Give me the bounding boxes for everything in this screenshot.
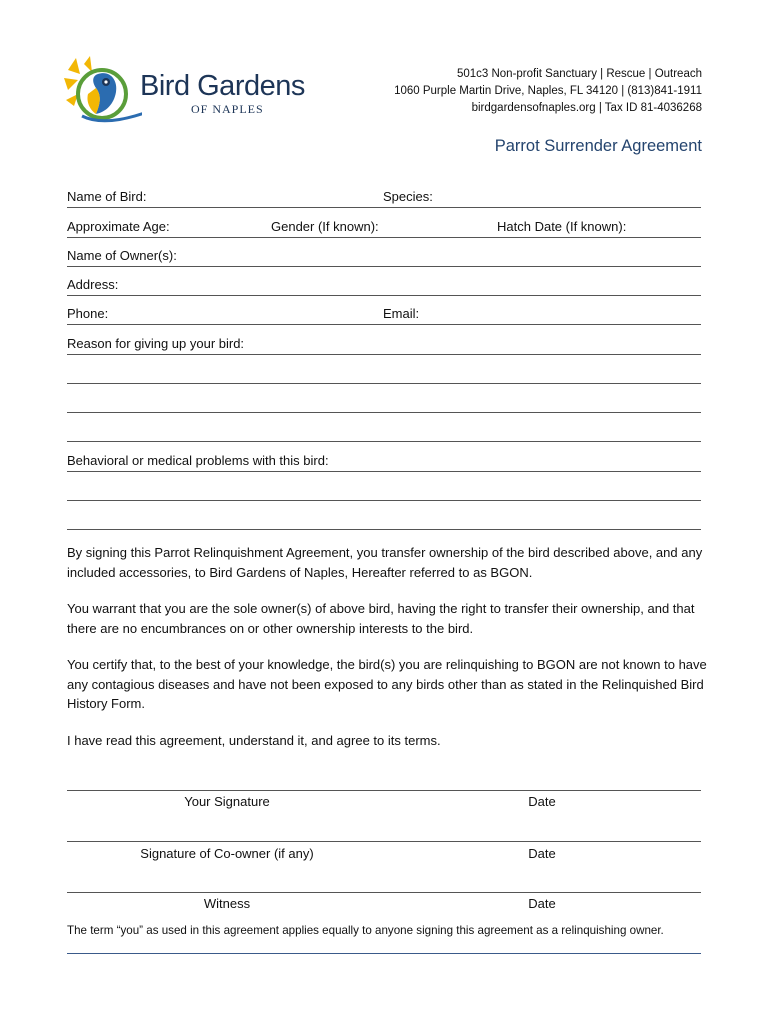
agreement-paragraph-consent: I have read this agreement, understand it, and agree to its terms. [67, 733, 441, 748]
problems-line-2[interactable] [67, 500, 701, 501]
problems-line-3[interactable] [67, 529, 701, 530]
coowner-signature-label: Signature of Co-owner (if any) [140, 846, 314, 861]
reason-line-3[interactable] [67, 412, 701, 413]
signature-date-label: Date [528, 794, 556, 809]
gender-label: Gender (If known): [271, 219, 379, 234]
witness-signature-line[interactable] [67, 892, 701, 893]
name-of-bird-label: Name of Bird: [67, 189, 147, 204]
page-title: Parrot Surrender Agreement [494, 137, 702, 155]
witness-label: Witness [203, 896, 251, 911]
agreement-paragraph-health: You certify that, to the best of your knowledge, the bird(s) you are relinquishing to BGON are not known to have any contagious diseases and have not been exposed to any birds other than as stated in the Relinquished Bird History Form. [67, 657, 707, 711]
agreement-paragraph-warranty: You warrant that you are the sole owner(s) of above bird, having the right to transfer their ownership, and that there are no encumbrances on or other ownership interests to the bird. [67, 601, 695, 636]
owner-name-field[interactable] [67, 266, 701, 267]
parrot-logo-icon [62, 56, 142, 128]
your-signature-label: Your Signature [184, 794, 270, 809]
approximate-age-label: Approximate Age: [67, 219, 170, 234]
owner-name-label: Name of Owner(s): [67, 248, 177, 263]
problems-label: Behavioral or medical problems with this bird: [67, 453, 329, 468]
footnote: The term “you” as used in this agreement applies equally to anyone signing this agreement as a relinquishing owner. [67, 924, 664, 937]
phone-label: Phone: [67, 306, 109, 321]
age-gender-hatch-field[interactable] [67, 237, 701, 238]
coowner-signature-line[interactable] [67, 841, 701, 842]
species-label: Species: [383, 189, 433, 204]
logo [62, 56, 322, 128]
signature-line[interactable] [67, 790, 701, 791]
reason-line-4[interactable] [67, 441, 701, 442]
bottom-divider [67, 953, 701, 954]
reason-label: Reason for giving up your bird: [67, 336, 245, 351]
address-label: Address: [67, 277, 119, 292]
org-tagline: 501c3 Non-profit Sanctuary | Rescue | Outreach [456, 68, 702, 80]
organization-info [394, 66, 702, 117]
reason-line-2[interactable] [67, 383, 701, 384]
phone-email-field[interactable] [67, 324, 701, 325]
logo-title: Bird Gardens [140, 70, 305, 102]
coowner-date-label: Date [528, 846, 556, 861]
hatch-date-label: Hatch Date (If known): [497, 219, 627, 234]
org-website-tax: birdgardensofnaples.org | Tax ID 81-4036268 [471, 102, 702, 114]
org-address: 1060 Purple Martin Drive, Naples, FL 34120 | (813)841-1911 [394, 85, 702, 97]
email-label: Email: [383, 306, 420, 321]
address-field[interactable] [67, 295, 701, 296]
witness-date-label: Date [528, 896, 556, 911]
reason-line-1[interactable] [67, 354, 701, 355]
logo-subtitle: OF NAPLES [191, 102, 264, 116]
problems-line-1[interactable] [67, 471, 701, 472]
bird-species-field[interactable] [67, 207, 701, 208]
agreement-paragraph-transfer: By signing this Parrot Relinquishment Agreement, you transfer ownership of the bird described above, and any included accessories, to Bird Gardens of Naples, Hereafter referred to as BGON. [67, 545, 703, 580]
